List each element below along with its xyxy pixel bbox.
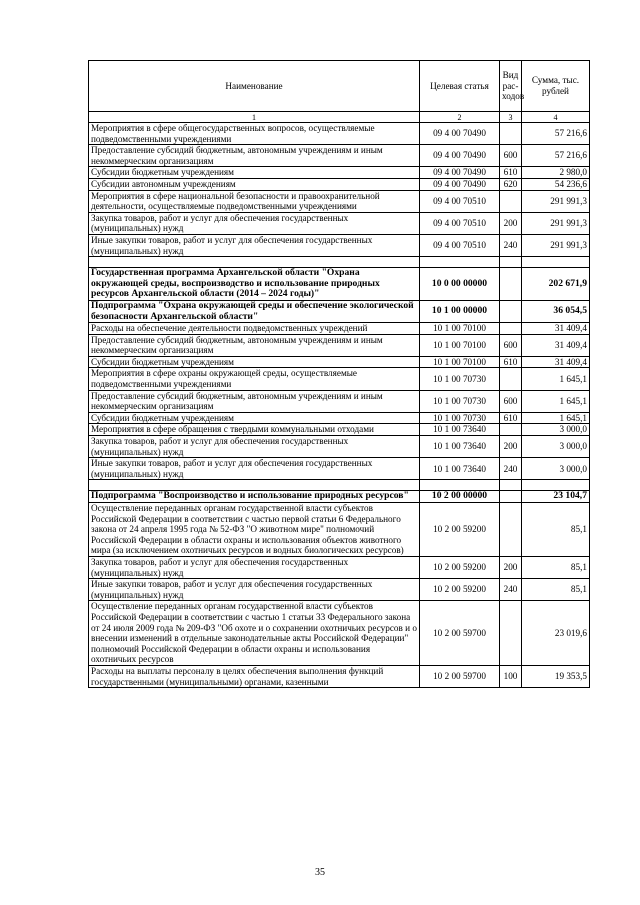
row-sum: 57 216,6 (522, 145, 590, 167)
row-expense-type: 100 (500, 665, 522, 687)
row-sum: 2 980,0 (522, 167, 590, 179)
row-name: Закупка товаров, работ и услуг для обеспечения государственных (муниципальных) нужд (89, 556, 420, 578)
row-code: 09 4 00 70490 (420, 123, 500, 145)
row-expense-type (500, 190, 522, 212)
row-sum: 1 645,1 (522, 412, 590, 424)
table-row (89, 145, 590, 167)
row-code: 10 2 00 59200 (420, 579, 500, 601)
row-code: 10 1 00 70730 (420, 390, 500, 412)
table-row (89, 356, 590, 368)
header-type: Вид рас-ходов (500, 61, 522, 112)
row-code: 10 1 00 73640 (420, 458, 500, 480)
table-row (89, 268, 590, 301)
row-code: 10 1 00 70730 (420, 412, 500, 424)
row-code: 10 2 00 59700 (420, 601, 500, 666)
row-sum: 3 000,0 (522, 458, 590, 480)
row-code: 09 4 00 70490 (420, 145, 500, 167)
row-name: Расходы на обеспечение деятельности подведомственных учреждений (89, 323, 420, 335)
table-row (89, 601, 590, 666)
row-sum: 1 645,1 (522, 368, 590, 390)
row-expense-type (500, 491, 522, 503)
table-row (89, 234, 590, 256)
row-name: Субсидии бюджетным учреждениям (89, 412, 420, 424)
row-sum: 19 353,5 (522, 665, 590, 687)
row-sum: 291 991,3 (522, 190, 590, 212)
row-code: 10 0 00 00000 (420, 268, 500, 301)
table-body (89, 123, 590, 688)
column-number: 3 (500, 112, 522, 123)
row-name: Мероприятия в сфере обращения с твердыми коммунальными отходами (89, 424, 420, 436)
row-expense-type: 600 (500, 390, 522, 412)
row-name: Подпрограмма "Воспроизводство и использование природных ресурсов" (89, 491, 420, 503)
row-name: Мероприятия в сфере охраны окружающей среды, осуществляемые подведомственными учреждениями (89, 368, 420, 390)
table-header-row (89, 61, 590, 112)
row-expense-type (500, 268, 522, 301)
table-row (89, 579, 590, 601)
spacer-row (89, 480, 590, 491)
row-sum: 85,1 (522, 503, 590, 557)
row-expense-type: 240 (500, 579, 522, 601)
row-code: 10 1 00 70100 (420, 334, 500, 356)
row-name: Субсидии бюджетным учреждениям (89, 167, 420, 179)
header-name: Наименование (89, 61, 420, 112)
table-row (89, 178, 590, 190)
row-name: Субсидии бюджетным учреждениям (89, 356, 420, 368)
header-code: Целевая статья (420, 61, 500, 112)
table-row (89, 491, 590, 503)
row-sum: 57 216,6 (522, 123, 590, 145)
row-name (89, 257, 420, 268)
row-expense-type: 600 (500, 334, 522, 356)
row-sum: 202 671,9 (522, 268, 590, 301)
table-row (89, 167, 590, 179)
column-number-row (89, 112, 590, 123)
table-row (89, 436, 590, 458)
table-row (89, 368, 590, 390)
row-code: 10 1 00 70100 (420, 356, 500, 368)
row-name: Предоставление субсидий бюджетным, автономным учреждениям и иным некоммерческим организациям (89, 145, 420, 167)
row-sum: 85,1 (522, 556, 590, 578)
row-name: Предоставление субсидий бюджетным, автономным учреждениям и иным некоммерческим организациям (89, 390, 420, 412)
row-expense-type (500, 503, 522, 557)
row-name: Иные закупки товаров, работ и услуг для обеспечения государственных (муниципальных) нужд (89, 579, 420, 601)
row-code: 09 4 00 70490 (420, 167, 500, 179)
row-code: 09 4 00 70510 (420, 234, 500, 256)
row-sum: 3 000,0 (522, 436, 590, 458)
table-row (89, 556, 590, 578)
column-number: 4 (522, 112, 590, 123)
row-expense-type: 620 (500, 178, 522, 190)
row-sum: 31 409,4 (522, 334, 590, 356)
row-expense-type: 200 (500, 556, 522, 578)
row-expense-type (500, 368, 522, 390)
row-name: Подпрограмма "Охрана окружающей среды и обеспечение экологической безопасности Архангельской области" (89, 300, 420, 322)
table-row (89, 412, 590, 424)
row-sum: 31 409,4 (522, 356, 590, 368)
row-expense-type: 600 (500, 145, 522, 167)
row-name: Государственная программа Архангельской области "Охрана окружающей среды, воспроизводство и использование природных ресурсов Архангельской области (2014 – 2024 годы)" (89, 268, 420, 301)
row-expense-type: 610 (500, 167, 522, 179)
row-code (420, 480, 500, 491)
row-name: Закупка товаров, работ и услуг для обеспечения государственных (муниципальных) нужд (89, 436, 420, 458)
row-name: Иные закупки товаров, работ и услуг для обеспечения государственных (муниципальных) нужд (89, 234, 420, 256)
row-sum: 291 991,3 (522, 234, 590, 256)
row-name: Иные закупки товаров, работ и услуг для обеспечения государственных (муниципальных) нужд (89, 458, 420, 480)
row-code: 10 1 00 70100 (420, 323, 500, 335)
row-name: Расходы на выплаты персоналу в целях обеспечения выполнения функций государственными (муниципальными) органами, казенными (89, 665, 420, 687)
row-expense-type: 200 (500, 436, 522, 458)
row-name: Предоставление субсидий бюджетным, автономным учреждениям и иным некоммерческим организациям (89, 334, 420, 356)
row-name: Мероприятия в сфере национальной безопасности и правоохранительной деятельности, осуществляемые подведомственными учреждениями (89, 190, 420, 212)
row-expense-type: 610 (500, 412, 522, 424)
row-code: 10 2 00 59200 (420, 503, 500, 557)
row-name: Мероприятия в сфере общегосударственных вопросов, осуществляемые подведомственными учреждениями (89, 123, 420, 145)
table-row (89, 123, 590, 145)
table-row (89, 458, 590, 480)
row-expense-type (500, 601, 522, 666)
table-row (89, 665, 590, 687)
row-code: 10 2 00 59700 (420, 665, 500, 687)
row-sum (522, 257, 590, 268)
row-code: 10 1 00 70730 (420, 368, 500, 390)
row-sum (522, 480, 590, 491)
row-code: 09 4 00 70490 (420, 178, 500, 190)
row-expense-type (500, 300, 522, 322)
row-code (420, 257, 500, 268)
page-number: 35 (315, 867, 325, 878)
table-row (89, 334, 590, 356)
row-code: 10 2 00 00000 (420, 491, 500, 503)
row-code: 10 1 00 73640 (420, 436, 500, 458)
row-sum: 85,1 (522, 579, 590, 601)
header-sum: Сумма, тыс. рублей (522, 61, 590, 112)
table-row (89, 190, 590, 212)
row-sum: 23 019,6 (522, 601, 590, 666)
row-name: Осуществление переданных органам государственной власти субъектов Российской Федерации в соответствии с частью 1 статьи 33 Федерального закона от 24 июля 2009 года № 209-ФЗ "Об охоте и о сохранении охотничьих ресурсов и о внесении изменений в отдельные законодательные акты Российской Федерации" полномочий Российской Федерации в области охраны и использования охотничьих ресурсов (89, 601, 420, 666)
row-sum: 36 054,5 (522, 300, 590, 322)
spacer-row (89, 257, 590, 268)
table-row (89, 323, 590, 335)
row-expense-type (500, 123, 522, 145)
row-expense-type: 240 (500, 234, 522, 256)
row-sum: 31 409,4 (522, 323, 590, 335)
row-expense-type (500, 480, 522, 491)
row-sum: 23 104,7 (522, 491, 590, 503)
row-sum: 291 991,3 (522, 212, 590, 234)
row-name (89, 480, 420, 491)
row-expense-type: 240 (500, 458, 522, 480)
column-number: 2 (420, 112, 500, 123)
row-sum: 54 236,6 (522, 178, 590, 190)
row-name: Осуществление переданных органам государственной власти субъектов Российской Федерации в соответствии с частью первой статьи 6 Федерального закона от 24 апреля 1995 года № 52-ФЗ "О животном мире" полномочий Российской Федерации в области охраны и использования объектов животного мира (за исключением охотничьих ресурсов и водных биологических ресурсов) (89, 503, 420, 557)
column-number: 1 (89, 112, 420, 123)
row-expense-type: 200 (500, 212, 522, 234)
row-code: 10 2 00 59200 (420, 556, 500, 578)
budget-table (88, 60, 590, 688)
row-expense-type: 610 (500, 356, 522, 368)
table-row (89, 424, 590, 436)
row-code: 10 1 00 00000 (420, 300, 500, 322)
table-row (89, 212, 590, 234)
table-row (89, 503, 590, 557)
row-code: 10 1 00 73640 (420, 424, 500, 436)
table-row (89, 390, 590, 412)
row-expense-type (500, 323, 522, 335)
row-expense-type (500, 257, 522, 268)
row-expense-type (500, 424, 522, 436)
row-name: Субсидии автономным учреждениям (89, 178, 420, 190)
table-row (89, 300, 590, 322)
row-name: Закупка товаров, работ и услуг для обеспечения государственных (муниципальных) нужд (89, 212, 420, 234)
row-sum: 3 000,0 (522, 424, 590, 436)
row-sum: 1 645,1 (522, 390, 590, 412)
row-code: 09 4 00 70510 (420, 212, 500, 234)
row-code: 09 4 00 70510 (420, 190, 500, 212)
